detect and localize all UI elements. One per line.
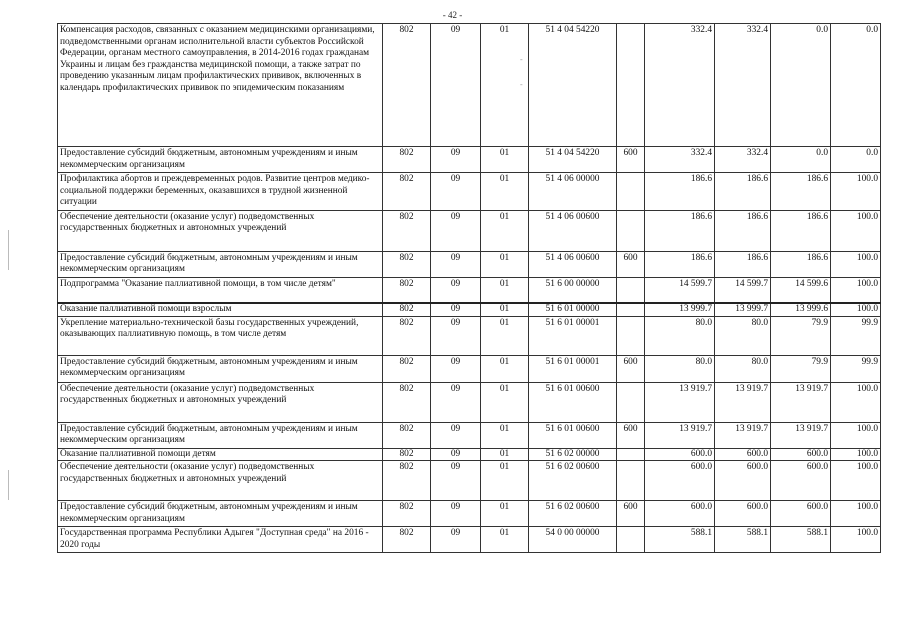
subsection-code: 01: [481, 277, 529, 303]
ministry-code: 802: [383, 355, 431, 382]
row-name: Оказание паллиативной помощи взрослым: [58, 303, 383, 316]
amount-2: 80.0: [715, 316, 771, 355]
section-code: 09: [431, 527, 481, 553]
section-code: 09: [431, 382, 481, 422]
row-name: Предоставление субсидий бюджетным, автономным учреждениям и иным некоммерческим организациям: [58, 422, 383, 448]
row-name: Компенсация расходов, связанных с оказанием медицинскими организациями, подведомственными органам исполнительной власти субъектов Российской Федерации, органам местного самоуправления, в 2014-2016 годах гражданам Украины и лицам без гражданства медицинской помощи, а также затрат по проведению указанным лицам профилактических прививок, включенных в календарь профилактических прививок по эпидемическим показаниям: [58, 24, 383, 147]
table-row: [58, 251, 881, 277]
row-name: Предоставление субсидий бюджетным, автономным учреждениям и иным некоммерческим организациям: [58, 251, 383, 277]
expense-type-code: 600: [617, 147, 645, 173]
ministry-code: 802: [383, 422, 431, 448]
expense-type-code: [617, 277, 645, 303]
amount-2: 600.0: [715, 461, 771, 501]
expense-type-code: 600: [617, 501, 645, 527]
target-code: 51 6 02 00000: [529, 448, 617, 461]
table-row: [58, 527, 881, 553]
row-name: Укрепление материально-технической базы государственных учреждений, оказывающих паллиативную помощь, в том числе детям: [58, 316, 383, 355]
table-row: [58, 422, 881, 448]
subsection-code: 01: [481, 147, 529, 173]
section-code: 09: [431, 303, 481, 316]
amount-3: 588.1: [771, 527, 831, 553]
expense-type-code: 600: [617, 251, 645, 277]
page-number: - 42 -: [442, 10, 463, 20]
amount-1: 332.4: [645, 24, 715, 147]
table-row: [58, 316, 881, 355]
target-code: 51 4 06 00000: [529, 173, 617, 211]
target-code: 51 6 01 00600: [529, 422, 617, 448]
subsection-code: 01: [481, 316, 529, 355]
subsection-code: 01: [481, 355, 529, 382]
amount-1: 13 999.7: [645, 303, 715, 316]
expense-type-code: [617, 24, 645, 147]
row-name: Профилактика абортов и преждевременных родов. Развитие центров медико-социальной поддержки беременных, оказавшихся в трудной жизненной ситуации: [58, 173, 383, 211]
amount-3: 0.0: [771, 147, 831, 173]
expense-type-code: [617, 316, 645, 355]
scan-edge-mark: [8, 470, 9, 500]
amount-1: 588.1: [645, 527, 715, 553]
amount-1: 80.0: [645, 316, 715, 355]
amount-2: 186.6: [715, 210, 771, 251]
table-row: [58, 501, 881, 527]
row-name: Предоставление субсидий бюджетным, автономным учреждениям и иным некоммерческим организациям: [58, 147, 383, 173]
amount-2: 332.4: [715, 147, 771, 173]
table-row: [58, 210, 881, 251]
ministry-code: 802: [383, 461, 431, 501]
percent: 0.0: [831, 147, 881, 173]
percent: 100.0: [831, 210, 881, 251]
subsection-code: 01: [481, 303, 529, 316]
amount-3: 14 599.6: [771, 277, 831, 303]
subsection-code: 01: [481, 210, 529, 251]
section-code: 09: [431, 277, 481, 303]
amount-1: 600.0: [645, 461, 715, 501]
amount-3: 13 999.6: [771, 303, 831, 316]
subsection-code: 01: [481, 422, 529, 448]
subsection-code: 01: [481, 251, 529, 277]
ministry-code: 802: [383, 210, 431, 251]
amount-2: 13 919.7: [715, 422, 771, 448]
subsection-code: 01: [481, 448, 529, 461]
percent: 100.0: [831, 501, 881, 527]
ministry-code: 802: [383, 527, 431, 553]
subsection-code: 01: [481, 501, 529, 527]
expense-type-code: 600: [617, 355, 645, 382]
amount-2: 186.6: [715, 173, 771, 211]
ministry-code: 802: [383, 501, 431, 527]
amount-3: 79.9: [771, 355, 831, 382]
table-row: [58, 448, 881, 461]
ministry-code: 802: [383, 303, 431, 316]
subsection-code: 01: [481, 461, 529, 501]
amount-3: 0.0: [771, 24, 831, 147]
amount-3: 13 919.7: [771, 382, 831, 422]
amount-3: 186.6: [771, 210, 831, 251]
section-code: 09: [431, 210, 481, 251]
target-code: 51 6 00 00000: [529, 277, 617, 303]
percent: 0.0: [831, 24, 881, 147]
amount-3: 79.9: [771, 316, 831, 355]
table-row: [58, 173, 881, 211]
percent: 100.0: [831, 527, 881, 553]
target-code: 51 6 02 00600: [529, 501, 617, 527]
amount-2: 186.6: [715, 251, 771, 277]
target-code: 51 4 06 00600: [529, 210, 617, 251]
row-name: Оказание паллиативной помощи детям: [58, 448, 383, 461]
amount-2: 13 919.7: [715, 382, 771, 422]
percent: 99.9: [831, 355, 881, 382]
amount-1: 186.6: [645, 210, 715, 251]
expense-type-code: [617, 448, 645, 461]
ministry-code: 802: [383, 251, 431, 277]
ministry-code: 802: [383, 24, 431, 147]
amount-1: 332.4: [645, 147, 715, 173]
amount-3: 600.0: [771, 448, 831, 461]
row-name: Обеспечение деятельности (оказание услуг) подведомственных государственных бюджетных и автономных учреждений: [58, 210, 383, 251]
target-code: 51 4 04 54220: [529, 24, 617, 147]
section-code: 09: [431, 461, 481, 501]
target-code: 51 6 01 00000: [529, 303, 617, 316]
scan-dash-mark: -: [520, 80, 523, 89]
row-name: Обеспечение деятельности (оказание услуг) подведомственных государственных бюджетных и автономных учреждений: [58, 382, 383, 422]
section-code: 09: [431, 316, 481, 355]
percent: 100.0: [831, 303, 881, 316]
target-code: 51 4 04 54220: [529, 147, 617, 173]
budget-table: [57, 23, 881, 553]
table-row: [58, 355, 881, 382]
subsection-code: 01: [481, 527, 529, 553]
target-code: 51 4 06 00600: [529, 251, 617, 277]
subsection-code: 01: [481, 382, 529, 422]
ministry-code: 802: [383, 316, 431, 355]
percent: 99.9: [831, 316, 881, 355]
amount-2: 588.1: [715, 527, 771, 553]
amount-1: 14 599.7: [645, 277, 715, 303]
amount-2: 14 599.7: [715, 277, 771, 303]
expense-type-code: 600: [617, 422, 645, 448]
target-code: 51 6 01 00001: [529, 355, 617, 382]
section-code: 09: [431, 448, 481, 461]
ministry-code: 802: [383, 173, 431, 211]
section-code: 09: [431, 355, 481, 382]
subsection-code: 01: [481, 24, 529, 147]
subsection-code: 01: [481, 173, 529, 211]
amount-2: 600.0: [715, 501, 771, 527]
table-row: [58, 461, 881, 501]
amount-1: 600.0: [645, 501, 715, 527]
amount-3: 186.6: [771, 251, 831, 277]
percent: 100.0: [831, 251, 881, 277]
table-row: [58, 382, 881, 422]
section-code: 09: [431, 24, 481, 147]
row-name: Подпрограмма "Оказание паллиативной помощи, в том числе детям": [58, 277, 383, 303]
amount-2: 80.0: [715, 355, 771, 382]
target-code: 54 0 00 00000: [529, 527, 617, 553]
section-code: 09: [431, 251, 481, 277]
ministry-code: 802: [383, 277, 431, 303]
expense-type-code: [617, 303, 645, 316]
amount-1: 186.6: [645, 173, 715, 211]
scan-edge-mark: [8, 230, 9, 270]
row-name: Обеспечение деятельности (оказание услуг) подведомственных государственных бюджетных и автономных учреждений: [58, 461, 383, 501]
table-row: [58, 277, 881, 303]
target-code: 51 6 01 00001: [529, 316, 617, 355]
section-code: 09: [431, 501, 481, 527]
target-code: 51 6 01 00600: [529, 382, 617, 422]
section-code: 09: [431, 147, 481, 173]
expense-type-code: [617, 210, 645, 251]
expense-type-code: [617, 461, 645, 501]
amount-1: 600.0: [645, 448, 715, 461]
amount-1: 13 919.7: [645, 422, 715, 448]
table-row: [58, 147, 881, 173]
amount-1: 80.0: [645, 355, 715, 382]
row-name: Государственная программа Республики Адыгея "Доступная среда" на 2016 - 2020 годы: [58, 527, 383, 553]
amount-3: 13 919.7: [771, 422, 831, 448]
expense-type-code: [617, 173, 645, 211]
percent: 100.0: [831, 382, 881, 422]
row-name: Предоставление субсидий бюджетным, автономным учреждениям и иным некоммерческим организациям: [58, 355, 383, 382]
amount-3: 186.6: [771, 173, 831, 211]
expense-type-code: [617, 382, 645, 422]
section-code: 09: [431, 173, 481, 211]
section-code: 09: [431, 422, 481, 448]
ministry-code: 802: [383, 448, 431, 461]
ministry-code: 802: [383, 382, 431, 422]
ministry-code: 802: [383, 147, 431, 173]
amount-2: 600.0: [715, 448, 771, 461]
percent: 100.0: [831, 461, 881, 501]
expense-type-code: [617, 527, 645, 553]
row-name: Предоставление субсидий бюджетным, автономным учреждениям и иным некоммерческим организациям: [58, 501, 383, 527]
amount-2: 332.4: [715, 24, 771, 147]
percent: 100.0: [831, 422, 881, 448]
amount-2: 13 999.7: [715, 303, 771, 316]
table-row: [58, 303, 881, 316]
percent: 100.0: [831, 173, 881, 211]
percent: 100.0: [831, 448, 881, 461]
table-row: [58, 24, 881, 147]
amount-3: 600.0: [771, 461, 831, 501]
amount-1: 13 919.7: [645, 382, 715, 422]
target-code: 51 6 02 00600: [529, 461, 617, 501]
amount-1: 186.6: [645, 251, 715, 277]
scan-dash-mark: -: [520, 55, 523, 64]
amount-3: 600.0: [771, 501, 831, 527]
percent: 100.0: [831, 277, 881, 303]
